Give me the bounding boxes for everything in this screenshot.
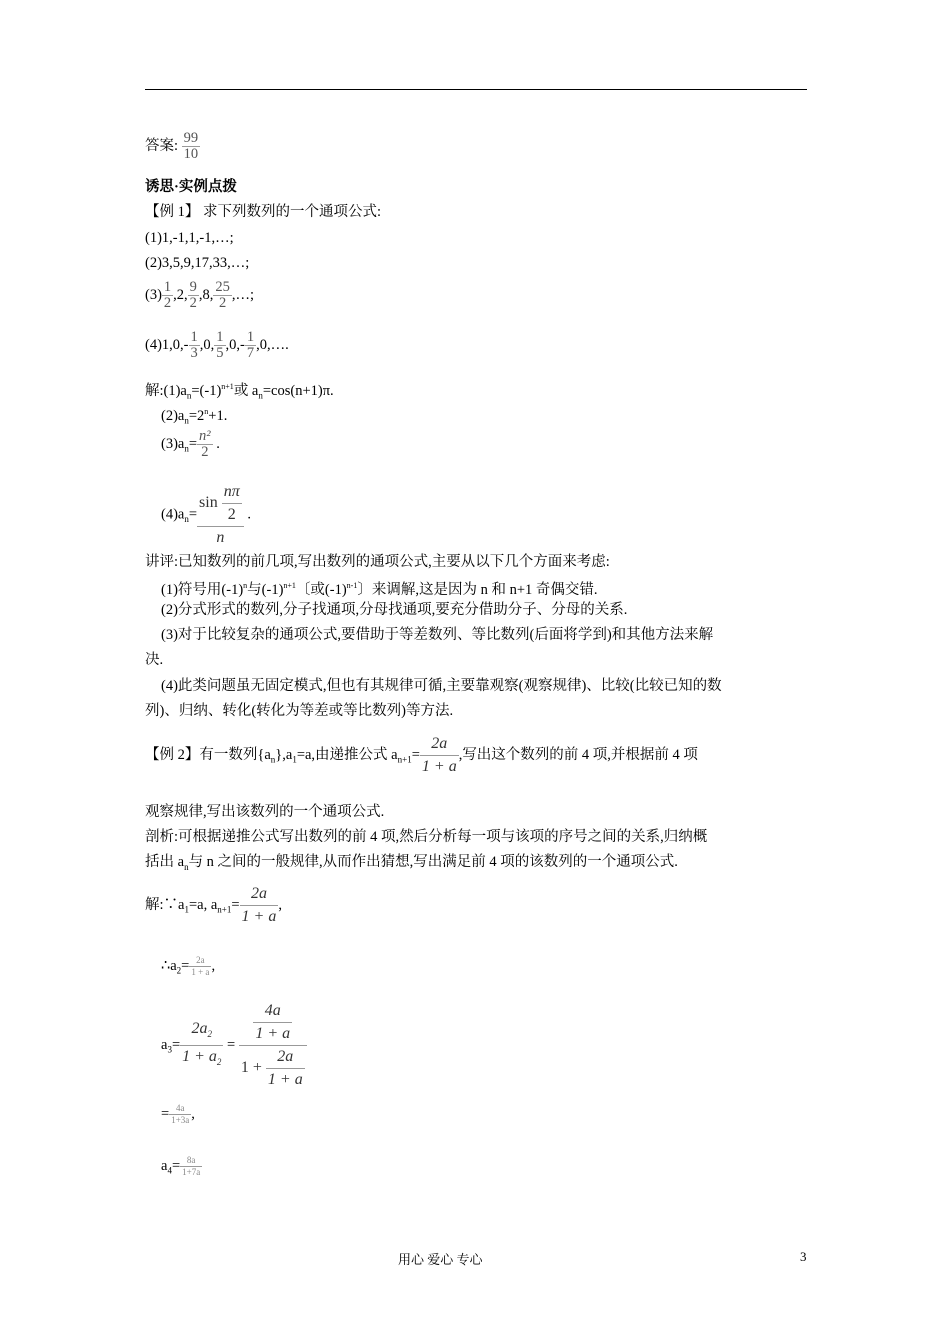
solution2-a4: $a_4=$ $\frac{8a}{1+7a}$ (161, 1155, 201, 1177)
analysis-line1: 剖析:可根据递推公式写出数列的前 4 项,然后分析每一项与该项的序号之间的关系,归纳概 (145, 829, 708, 845)
solution1-line3: $(3)a_n=$ $\frac{\text{n²}}{2}$ . (161, 428, 220, 460)
solution2-a2: $\therefore a_2=$ $\frac{2a}{1 + a}$ , (161, 955, 216, 977)
comment-intro: 讲评:已知数列的前几项,写出数列的通项公式,主要从以下几个方面来考虑: (145, 554, 610, 570)
example1-item1: (1)1,-1,1,-1,…; (145, 230, 234, 246)
example1-item4: (4)1,0,- $\frac{1}{3}$ ,0, $\frac{1}{5}$ ,0,- $\frac{1}{7}$ ,0,…. (145, 329, 289, 361)
comment-p4b: 列)、归纳、转化(转化为等差或等比数列)等方法. (145, 703, 454, 719)
example1-item3: (3) $\frac{1}{2}$ ,2, $\frac{9}{2}$ ,8, $\frac{25}{2}$ ,…; (145, 279, 255, 311)
page-number: 3 (800, 1249, 807, 1264)
analysis-line2: 括出 $a_n$与 n 之间的一般规律,从而作出猜想,写出满足前 4 项的该数列的一个通项公式. (145, 854, 678, 872)
answer-line (145, 131, 200, 162)
solution2-line1: 解$:\because a_1=a$, $a_{n+1}=$ $\frac{2a}{1 + a}$ , (145, 885, 282, 925)
answer-label: 答案: (145, 137, 179, 154)
header-rule (145, 89, 807, 90)
solution2-a3-result: = $\frac{4a}{1+3a}$ , (161, 1103, 195, 1125)
comment-p3a: (3)对于比较复杂的通项公式,要借助于等差数列、等比数列(后面将学到)和其他方法来解 (161, 627, 714, 643)
comment-p2: (2)分式形式的数列,分子找通项,分母找通项,要充分借助分子、分母的关系. (161, 602, 628, 618)
example1-item2: (2)3,5,9,17,33,…; (145, 255, 250, 271)
solution1-line2: $(2)a_n=2^n+1$. (161, 407, 228, 426)
comment-p1: (1)符号用$(-1)^n$与$(-1)^{n+1}$〔或$(-1)^{n-1}$〕来调解,这是因为 n 和 n+1 奇偶交错. (161, 581, 598, 598)
example1-title: 【例 1】 求下列数列的一个通项公式: (145, 204, 382, 220)
footer-motto: 用心 爱心 专心 (398, 1252, 483, 1267)
answer-fraction: $\frac{99}{10}$ (183, 130, 199, 162)
section-title: 诱思·实例点拨 (145, 179, 237, 195)
example2-line2: 观察规律,写出该数列的一个通项公式. (145, 804, 385, 820)
solution1-line4: $(4)a_n=$ sin $\frac{n\pi}{2}$ n . (161, 483, 251, 546)
comment-p3b: 决. (145, 652, 164, 668)
comment-p4a: (4)此类问题虽无固定模式,但也有其规律可循,主要靠观察(观察规律)、比较(比较已知的数 (161, 678, 722, 694)
example2-line1: 【例 2】有一数列$\{a_n\},a_1=a$,由递推公式 $a_{n+1}=$ $\frac{2a}{1 + a}$ ,写出这个数列的前 4 项,并根据前 4 项 (145, 735, 698, 775)
solution1-line1: 解$:(1)a_n=(-1)^{n+1}$或 $a_n=\cos(n+1)\pi$. (145, 382, 334, 401)
solution2-a3: $a_3=$ $\frac{2a_2}{1 + a_2}$ = $\frac{4a}{1 + a}$ 1 + $\frac{2a}{1 + a}$ (161, 1000, 307, 1091)
